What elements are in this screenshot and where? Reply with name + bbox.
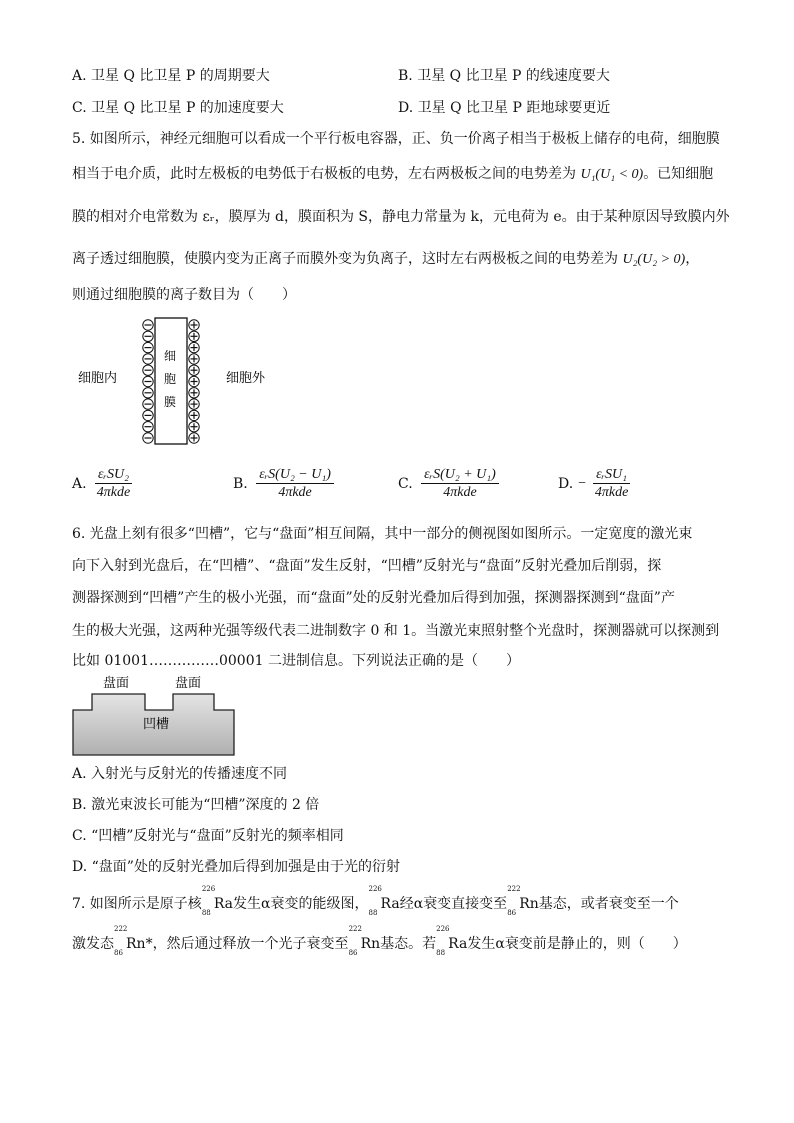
fig-label-outside: 细胞外 bbox=[226, 371, 266, 386]
fraction-numerator: εᵣSU₁ bbox=[593, 466, 630, 484]
membrane-char-1: 细 bbox=[164, 349, 177, 363]
q5-line4-text-a: 离子透过细胞膜，使膜内变为正离子而膜外变为负离子，这时左右两极板之间的电势差为 bbox=[72, 251, 623, 267]
fraction-numerator: εᵣS(U₂ + U₁) bbox=[421, 466, 499, 484]
q5-u1-expression: U₁(U₁ < 0) bbox=[580, 167, 644, 182]
q4-option-c: C. 卫星 Q 比卫星 P 的加速度要大 bbox=[72, 100, 284, 116]
q7-text: 发生 bbox=[233, 896, 262, 912]
q4-option-b: B. 卫星 Q 比卫星 P 的线速度要大 bbox=[398, 68, 610, 84]
q5-text-line1: 5. 如图所示，神经元细胞可以看成一个平行板电容器，正、负一价离子相当于极板上储存的电荷，细胞膜 bbox=[72, 131, 720, 147]
fig-label-inside: 细胞内 bbox=[78, 371, 118, 386]
q7-text: 基态，或者衰变至一个 bbox=[538, 896, 679, 912]
q5-line4-text-b: ， bbox=[685, 251, 700, 267]
q5-option-a bbox=[72, 466, 132, 501]
q5-line2-text-a: 相当于电介质，此时左极板的电势低于右极板的电势，左右两极板之间的电势差为 bbox=[72, 166, 581, 182]
q5-text-line3: 膜的相对介电常数为 εᵣ，膜厚为 d，膜面积为 S，静电力常量为 k，元电荷为 e。由于某种原因导致膜内外 bbox=[72, 209, 730, 225]
q5-option-b bbox=[233, 466, 334, 501]
radium-226-nuclide: 226 88 Ra bbox=[368, 885, 400, 917]
radon-222-nuclide: 222 86 Rn bbox=[348, 925, 381, 957]
q5-text-line5: 则通过细胞膜的离子数目为（ ） bbox=[72, 287, 296, 303]
q7-text: 基态。若 bbox=[380, 936, 437, 952]
alpha-symbol: α bbox=[495, 936, 505, 952]
radon-222-nuclide: 222 86 Rn bbox=[507, 885, 539, 917]
fraction-denominator: 4πkde bbox=[278, 485, 312, 500]
optical-disc-figure bbox=[70, 672, 240, 758]
q5-option-d-fraction bbox=[593, 466, 630, 501]
q4-option-a: A. 卫星 Q 比卫星 P 的周期要大 bbox=[72, 68, 270, 84]
q6-text-line4: 生的极大光强，这两种光强等级代表二进制数字 0 和 1。当激光束照射整个光盘时，探测器就可以探测到 bbox=[72, 623, 720, 639]
q6-option-d: D. “盘面”处的反射光叠加后得到加强是由于光的衍射 bbox=[72, 859, 400, 875]
fraction-denominator: 4πkde bbox=[96, 485, 131, 500]
q5-option-b-label: B. bbox=[233, 475, 248, 492]
q7-text-line2 bbox=[72, 925, 687, 957]
q5-line2-text-b: 。已知细胞 bbox=[643, 166, 714, 182]
q7-text: 衰变前是静止的，则（ ） bbox=[504, 936, 687, 952]
q7-text: 衰变直接变至 bbox=[423, 896, 508, 912]
q5-option-a-label: A. bbox=[72, 475, 87, 492]
cell-membrane-figure bbox=[70, 312, 290, 450]
q4-option-d: D. 卫星 Q 比卫星 P 距地球要更近 bbox=[398, 100, 611, 116]
q6-text-line5: 比如 01001……………00001 二进制信息。下列说法正确的是（ ） bbox=[72, 653, 520, 669]
fraction-numerator: εᵣSU₂ bbox=[95, 466, 132, 484]
q5-option-c bbox=[398, 466, 499, 501]
q5-option-d-label: D. bbox=[558, 475, 574, 492]
q5-option-c-label: C. bbox=[398, 475, 413, 492]
q6-text-line1: 6. 光盘上刻有很多“凹槽”，它与“盘面”相互间隔，其中一部分的侧视图如图所示。一定宽度的激光束 bbox=[72, 526, 693, 542]
q7-text: *，然后通过释放一个光子衰变至 bbox=[145, 936, 349, 952]
radium-226-nuclide: 226 88 Ra bbox=[201, 885, 234, 917]
alpha-symbol: α bbox=[261, 896, 271, 912]
fraction-numerator: εᵣS(U₂ − U₁) bbox=[256, 466, 334, 484]
membrane-char-3: 膜 bbox=[164, 395, 177, 409]
negative-charges-column bbox=[143, 320, 153, 443]
q5-option-c-fraction bbox=[421, 466, 499, 501]
membrane-char-2: 胞 bbox=[164, 372, 177, 386]
q6-text-line2: 向下入射到光盘后，在“凹槽”、“盘面”发生反射，“凹槽”反射光与“盘面”反射光叠加后削弱，探 bbox=[72, 558, 662, 574]
q6-option-b: B. 激光束波长可能为“凹槽”深度的 2 倍 bbox=[72, 797, 320, 813]
q6-option-a: A. 入射光与反射光的传播速度不同 bbox=[72, 766, 288, 782]
q7-text: 经 bbox=[399, 896, 414, 912]
q7-text: 发生 bbox=[467, 936, 496, 952]
q7-text: 衰变的能级图， bbox=[270, 896, 369, 912]
q5-text-line2 bbox=[72, 164, 713, 185]
q5-option-d bbox=[558, 466, 630, 501]
fig-label-groove: 凹槽 bbox=[143, 717, 170, 732]
q5-option-a-fraction bbox=[95, 466, 132, 501]
fraction-denominator: 4πkde bbox=[594, 485, 629, 500]
fraction-denominator: 4πkde bbox=[443, 485, 477, 500]
q6-text-line3: 测器探测到“凹槽”产生的极小光强，而“盘面”处的反射光叠加后得到加强，探测器探测到“盘面”产 bbox=[72, 590, 675, 606]
q5-u2-expression: U₂(U₂ > 0) bbox=[622, 252, 686, 267]
positive-charges-column bbox=[189, 320, 199, 443]
fig-label-surface-1: 盘面 bbox=[103, 676, 130, 691]
q6-option-c: C. “凹槽”反射光与“盘面”反射光的频率相同 bbox=[72, 828, 344, 844]
radon-222-nuclide: 222 86 Rn bbox=[114, 925, 146, 957]
q7-text-line1 bbox=[72, 885, 679, 917]
radium-226-nuclide: 226 88 Ra bbox=[436, 925, 468, 957]
alpha-symbol: α bbox=[413, 896, 424, 912]
q7-text: 激发态 bbox=[72, 936, 114, 952]
q7-text: 7. 如图所示是原子核 bbox=[72, 896, 202, 912]
fig-label-surface-2: 盘面 bbox=[175, 676, 202, 691]
q5-text-line4 bbox=[72, 249, 699, 270]
q5-option-b-fraction bbox=[256, 466, 334, 501]
q5-option-d-sign: − bbox=[577, 475, 587, 491]
